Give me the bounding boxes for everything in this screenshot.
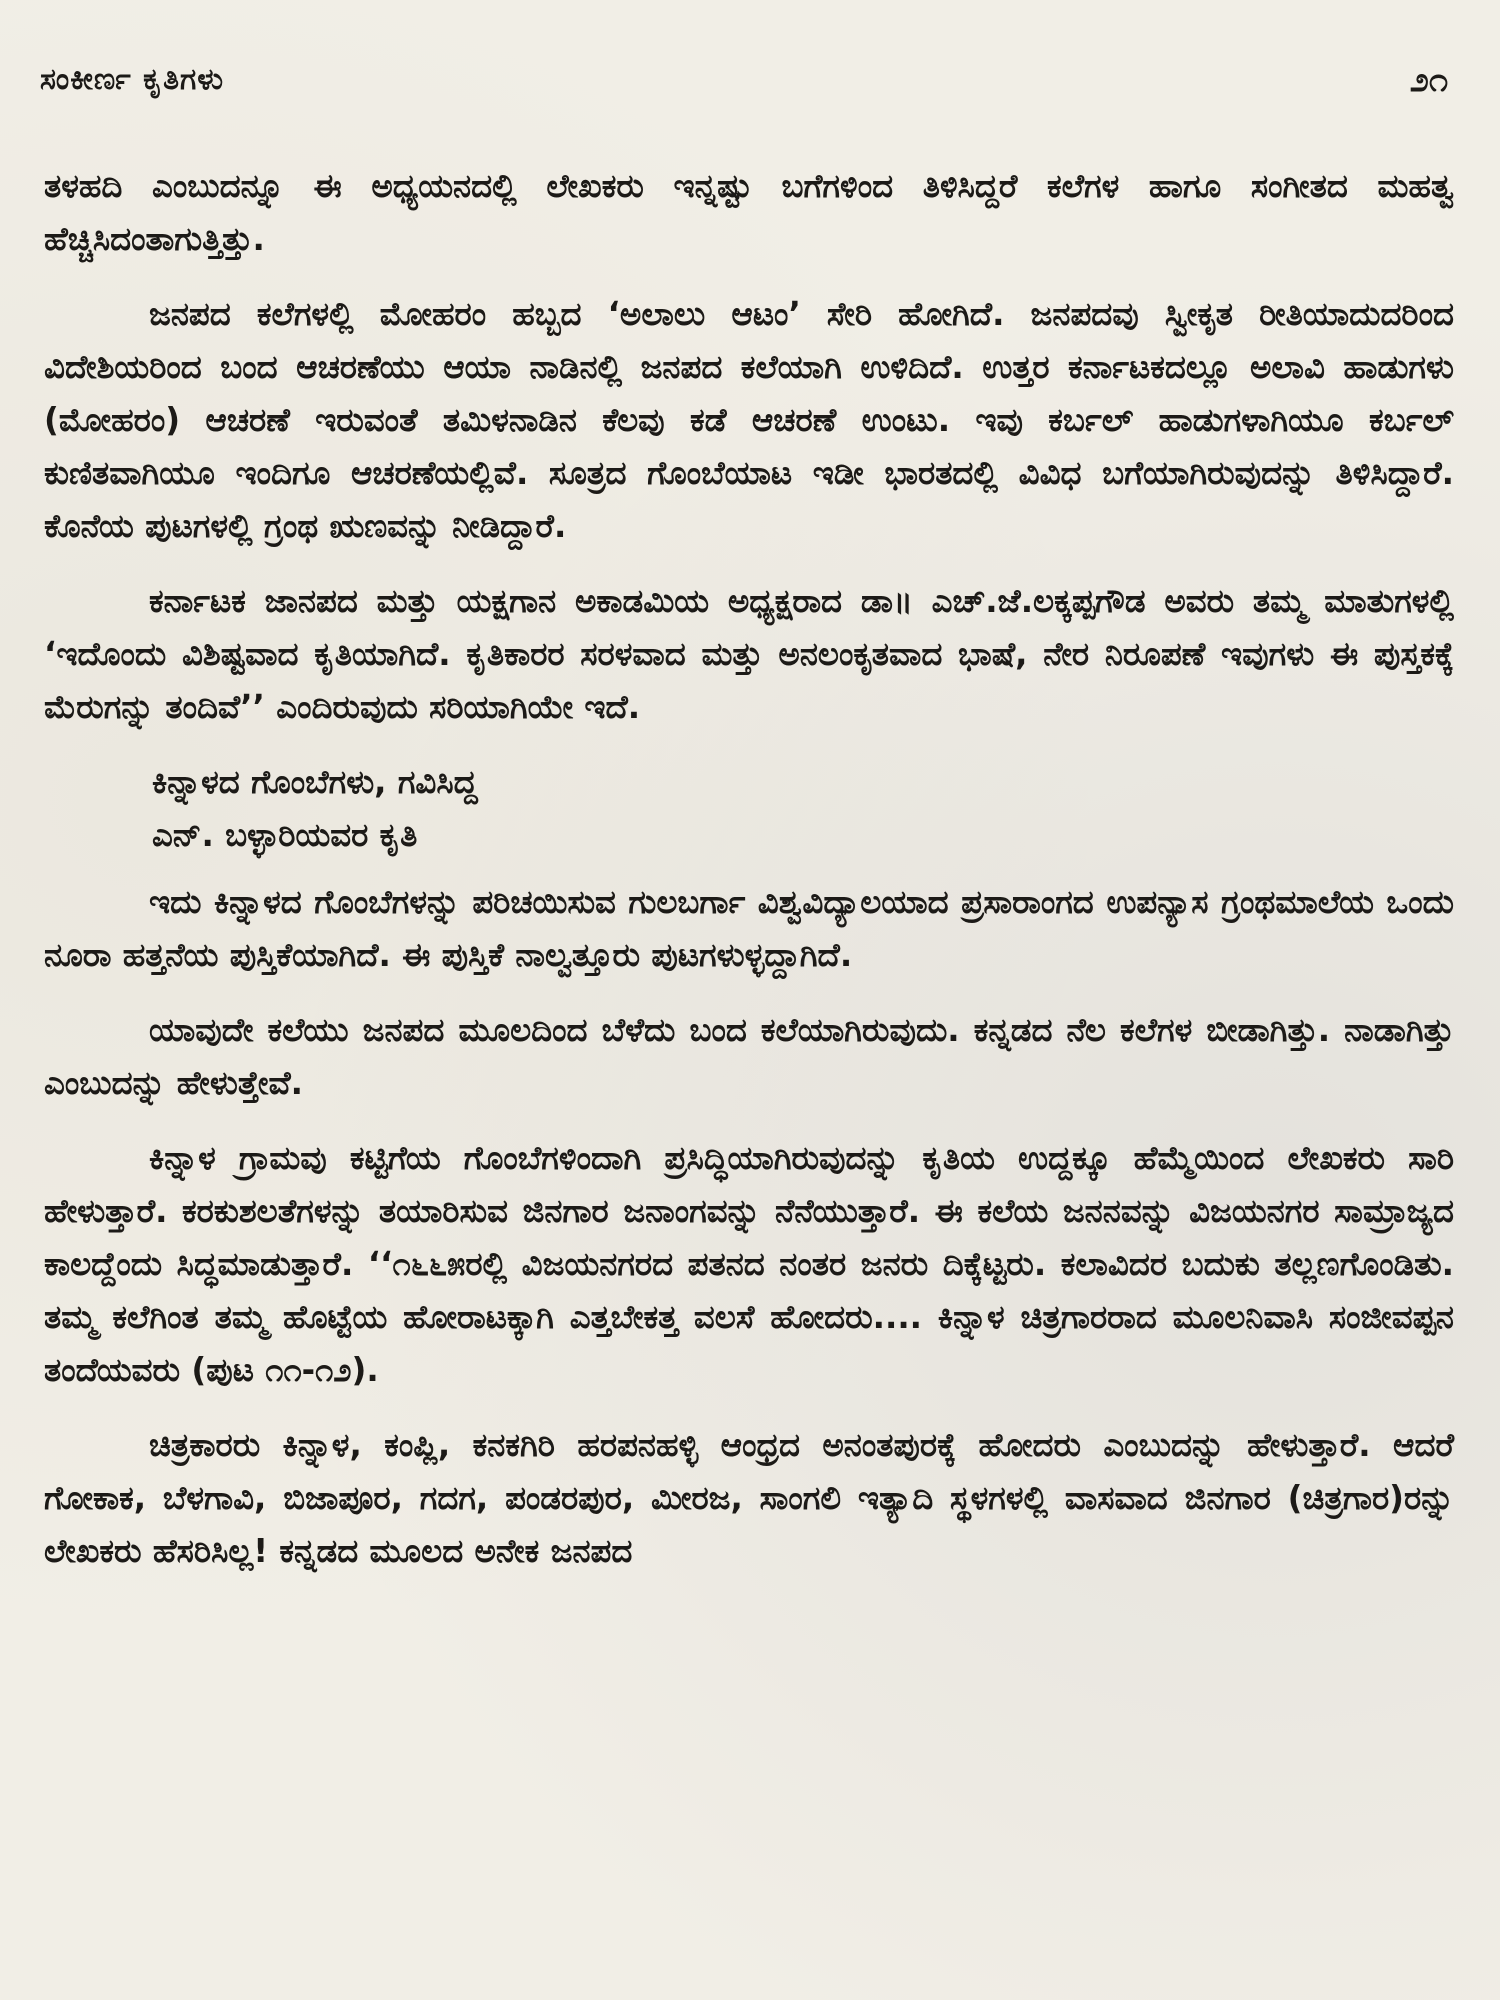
book-entry-heading (44, 756, 1454, 862)
page-number: ೨೧ (1409, 60, 1448, 100)
paragraph-artists-migration: ಚಿತ್ರಕಾರರು ಕಿನ್ನಾಳ, ಕಂಪ್ಲಿ, ಕನಕಗಿರಿ ಹರಪನಹಳ್ಳಿ ಆಂಧ್ರದ ಅನಂತಪುರಕ್ಕೆ ಹೋದರು ಎಂಬುದನ್ನು ಹೇಳುತ್ತಾರೆ. ಆದರೆ ಗೋಕಾಕ, ಬೆಳಗಾವಿ, ಬಿಜಾಪೂರ, ಗದಗ, ಪಂಡರಪುರ, ಮೀರಜ, ಸಾಂಗಲಿ ಇತ್ಯಾದಿ ಸ್ಥಳಗಳಲ್ಲಿ ವಾಸವಾದ ಜಿನಗಾರ (ಚಿತ್ರಗಾರ)ರನ್ನು ಲೇಖಕರು ಹೆಸರಿಸಿಲ್ಲ! ಕನ್ನಡದ ಮೂಲದ ಅನೇಕ ಜನಪದ (44, 1426, 1454, 1570)
running-head-title: ಸಂಕೀರ್ಣ ಕೃತಿಗಳು (40, 62, 225, 97)
paragraph-folk-origin: ಯಾವುದೇ ಕಲೆಯು ಜನಪದ ಮೂಲದಿಂದ ಬೆಳೆದು ಬಂದ ಕಲೆಯಾಗಿರುವುದು. ಕನ್ನಡದ ನೆಲ ಕಲೆಗಳ ಬೀಡಾಗಿತ್ತು. ನಾಡಾಗಿತ್ತು ಎಂಬುದನ್ನು ಹೇಳುತ್ತೇವೆ. (44, 1011, 1454, 1102)
book-author-line: ಎನ್. ಬಳ್ಳಾರಿಯವರ ಕೃತಿ (152, 816, 418, 854)
paragraph-kinnala-village: ಕಿನ್ನಾಳ ಗ್ರಾಮವು ಕಟ್ಟಿಗೆಯ ಗೊಂಬೆಗಳಿಂದಾಗಿ ಪ್ರಸಿದ್ಧಿಯಾಗಿರುವುದನ್ನು ಕೃತಿಯ ಉದ್ದಕ್ಕೂ ಹೆಮ್ಮೆಯಿಂದ ಲೇಖಕರು ಸಾರಿ ಹೇಳುತ್ತಾರೆ. ಕರಕುಶಲತೆಗಳನ್ನು ತಯಾರಿಸುವ ಜಿನಗಾರ ಜನಾಂಗವನ್ನು ನೆನೆಯುತ್ತಾರೆ. ಈ ಕಲೆಯ ಜನನವನ್ನು ವಿಜಯನಗರ ಸಾಮ್ರಾಜ್ಯದ ಕಾಲದ್ದೆಂದು ಸಿದ್ಧಮಾಡುತ್ತಾರೆ. ‘‘೧೬೬೫ರಲ್ಲಿ ವಿಜಯನಗರದ ಪತನದ ನಂತರ ಜನರು ದಿಕ್ಕೆಟ್ಟರು. ಕಲಾವಿದರ ಬದುಕು ತಲ್ಲಣಗೊಂಡಿತು. ತಮ್ಮ ಕಲೆಗಿಂತ ತಮ್ಮ ಹೊಟ್ಟೆಯ ಹೋರಾಟಕ್ಕಾಗಿ ಎತ್ತಬೇಕತ್ತ ವಲಸೆ ಹೋದರು.... ಕಿನ್ನಾಳ ಚಿತ್ರಗಾರರಾದ ಮೂಲನಿವಾಸಿ ಸಂಜೀವಪ್ಪನ ತಂದೆಯವರು (ಪುಟ ೧೧-೧೨). (44, 1139, 1454, 1389)
paragraph-book-intro: ಇದು ಕಿನ್ನಾಳದ ಗೊಂಬೆಗಳನ್ನು ಪರಿಚಯಿಸುವ ಗುಲಬರ್ಗಾ ವಿಶ್ವವಿದ್ಯಾಲಯಾದ ಪ್ರಸಾರಾಂಗದ ಉಪನ್ಯಾಸ ಗ್ರಂಥಮಾಲೆಯ ಒಂದು ನೂರಾ ಹತ್ತನೆಯ ಪುಸ್ತಿಕೆಯಾಗಿದೆ. ಈ ಪುಸ್ತಿಕೆ ನಾಲ್ವತ್ತೂರು ಪುಟಗಳುಳ್ಳದ್ದಾಗಿದೆ. (44, 883, 1454, 974)
book-title-line: ಕಿನ್ನಾಳದ ಗೊಂಬೆಗಳು, ಗವಿಸಿದ್ದ (152, 763, 478, 801)
paragraph-continuation: ತಳಹದಿ ಎಂಬುದನ್ನೂ ಈ ಅಧ್ಯಯನದಲ್ಲಿ ಲೇಖಕರು ಇನ್ನಷ್ಟು ಬಗೆಗಳಿಂದ ತಿಳಿಸಿದ್ದರೆ ಕಲೆಗಳ ಹಾಗೂ ಸಂಗೀತದ ಮಹತ್ವ ಹೆಚ್ಚಿಸಿದಂತಾಗುತ್ತಿತ್ತು. (44, 167, 1454, 258)
paragraph-academy-president: ಕರ್ನಾಟಕ ಜಾನಪದ ಮತ್ತು ಯಕ್ಷಗಾನ ಅಕಾಡಮಿಯ ಅಧ್ಯಕ್ಷರಾದ ಡಾ॥ ಎಚ್.ಜೆ.ಲಕ್ಕಪ್ಪಗೌಡ ಅವರು ತಮ್ಮ ಮಾತುಗಳಲ್ಲಿ ‘ಇದೊಂದು ವಿಶಿಷ್ಟವಾದ ಕೃತಿಯಾಗಿದೆ. ಕೃತಿಕಾರರ ಸರಳವಾದ ಮತ್ತು ಅನಲಂಕೃತವಾದ ಭಾಷೆ, ನೇರ ನಿರೂಪಣೆ ಇವುಗಳು ಈ ಪುಸ್ತಕಕ್ಕೆ ಮೆರುಗನ್ನು ತಂದಿವೆ’’ ಎಂದಿರುವುದು ಸರಿಯಾಗಿಯೇ ಇದೆ. (44, 582, 1454, 726)
body-text (44, 160, 1454, 1600)
paragraph-alalu-atam: ಜನಪದ ಕಲೆಗಳಲ್ಲಿ ಮೋಹರಂ ಹಬ್ಬದ ‘ಅಲಾಲು ಆಟಂ’ ಸೇರಿ ಹೋಗಿದೆ. ಜನಪದವು ಸ್ವೀಕೃತ ರೀತಿಯಾದುದರಿಂದ ವಿದೇಶಿಯರಿಂದ ಬಂದ ಆಚರಣೆಯು ಆಯಾ ನಾಡಿನಲ್ಲಿ ಜನಪದ ಕಲೆಯಾಗಿ ಉಳಿದಿದೆ. ಉತ್ತರ ಕರ್ನಾಟಕದಲ್ಲೂ ಅಲಾವಿ ಹಾಡುಗಳು (ಮೋಹರಂ) ಆಚರಣೆ ಇರುವಂತೆ ತಮಿಳನಾಡಿನ ಕೆಲವು ಕಡೆ ಆಚರಣೆ ಉಂಟು. ಇವು ಕರ್ಬಲ್ ಹಾಡುಗಳಾಗಿಯೂ ಕರ್ಬಲ್ ಕುಣಿತವಾಗಿಯೂ ಇಂದಿಗೂ ಆಚರಣೆಯಲ್ಲಿವೆ. ಸೂತ್ರದ ಗೊಂಬೆಯಾಟ ಇಡೀ ಭಾರತದಲ್ಲಿ ವಿವಿಧ ಬಗೆಯಾಗಿರುವುದನ್ನು ತಿಳಿಸಿದ್ದಾರೆ. ಕೊನೆಯ ಪುಟಗಳಲ್ಲಿ ಗ್ರಂಥ ಋಣವನ್ನು ನೀಡಿದ್ದಾರೆ. (44, 295, 1454, 545)
